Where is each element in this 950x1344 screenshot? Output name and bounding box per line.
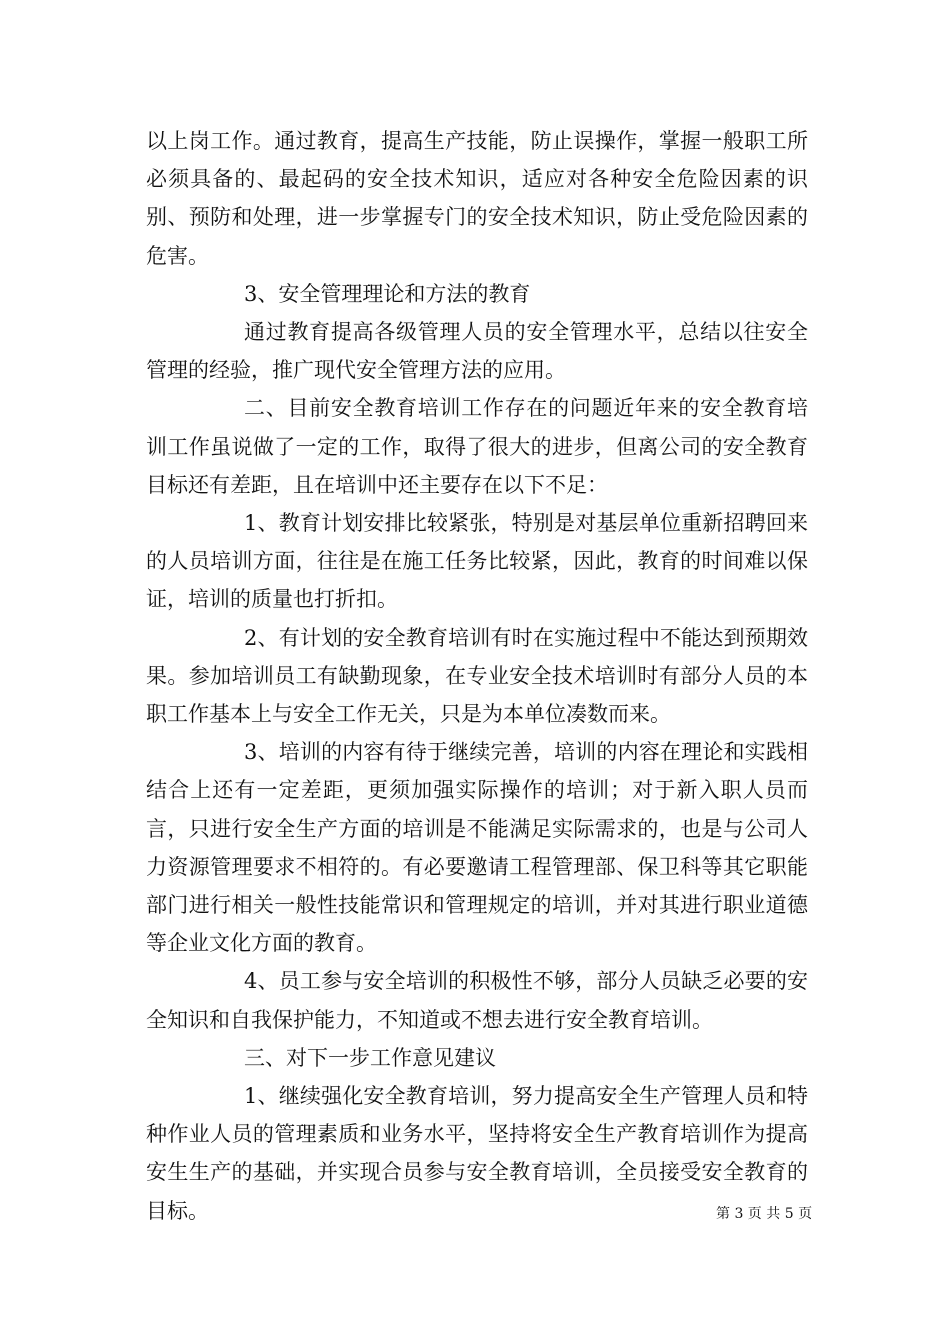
problem-item-2: 2、有计划的安全教育培训有时在实施过程中不能达到预期效果。参加培训员工有缺勤现象，在专业安全技术培训时有部分人员的本职工作基本上与安全工作无关，只是为本单位凑数而来。 (146, 625, 808, 727)
problem-item-4: 4、员工参与安全培训的积极性不够，部分人员缺乏必要的安全知识和自我保护能力，不知道或不想去进行安全教育培训。 (146, 969, 808, 1032)
paragraph-continuation: 以上岗工作。通过教育，提高生产技能，防止误操作，掌握一般职工所必须具备的、最起码的安全技术知识，适应对各种安全危险因素的识别、预防和处理，进一步掌握专门的安全技术知识，防止受危险因素的危害。 (146, 129, 808, 268)
problem-item-3: 3、培训的内容有待于继续完善，培训的内容在理论和实践相结合上还有一定差距，更须加强实际操作的培训；对于新入职人员而言，只进行安全生产方面的培训是不能满足实际需求的，也是与公司人力资源管理要求不相符的。有必要邀请工程管理部、保卫科等其它职能部门进行相关一般性技能常识和管理规定的培训，并对其进行职业道德等企业文化方面的教育。 (146, 740, 808, 956)
page-number-footer: 第 3 页 共 5 页 (716, 1206, 813, 1222)
suggestion-item-1: 1、继续强化安全教育培训，努力提高安全生产管理人员和特种作业人员的管理素质和业务水平，坚持将安全生产教育培训作为提高安生生产的基础，并实现合员参与安全教育培训，全员接受安全教育的目标。 (146, 1084, 808, 1223)
section-heading-3-suggestions: 三、对下一步工作意见建议 (244, 1045, 496, 1070)
section-heading-2-problems: 二、目前安全教育培训工作存在的问题近年来的安全教育培训工作虽说做了一定的工作，取得了很大的进步，但离公司的安全教育目标还有差距，且在培训中还主要存在以下不足： (146, 396, 808, 497)
paragraph-management-education: 通过教育提高各级管理人员的安全管理水平，总结以往安全管理的经验，推广现代安全管理方法的应用。 (146, 320, 808, 383)
document-body (146, 122, 808, 1230)
problem-item-1: 1、教育计划安排比较紧张，特别是对基层单位重新招聘回来的人员培训方面，往往是在施工任务比较紧，因此，教育的时间难以保证，培训的质量也打折扣。 (146, 511, 808, 612)
subheading-3-management-theory: 3、安全管理理论和方法的教育 (244, 281, 531, 306)
